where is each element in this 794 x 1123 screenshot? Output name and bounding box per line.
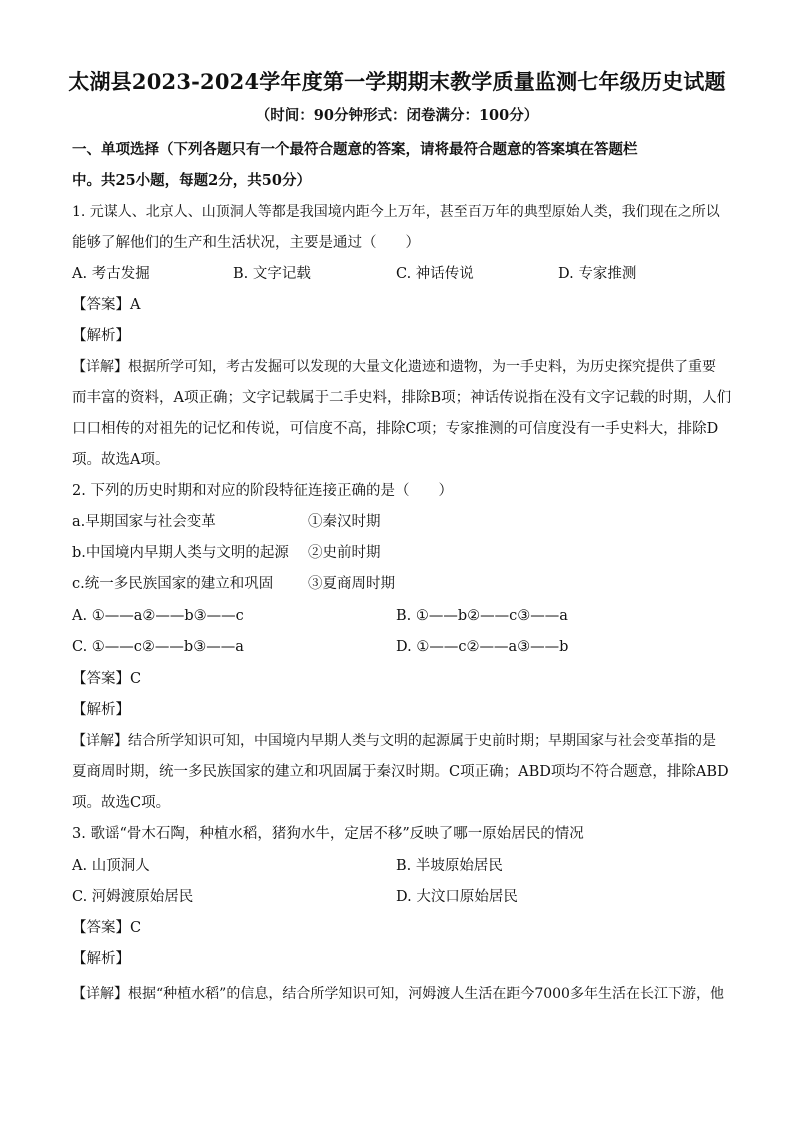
exam-title: 太湖县2023-2024学年度第一学期期末教学质量监测七年级历史试题 <box>68 69 726 94</box>
q2-answer: 【答案】C <box>72 671 142 687</box>
q3-detail-line1: 【详解】根据“种植水稻”的信息，结合所学知识可知，河姆渡人生活在距今7000多年生活在长江下游，他 <box>72 986 724 1002</box>
q1-stem-line2: 能够了解他们的生产和生活状况，主要是通过（ ） <box>72 235 420 251</box>
q2-left-item-a: a.早期国家与社会变革 <box>72 514 216 530</box>
q2-analysis-label: 【解析】 <box>72 702 130 718</box>
q2-right-item-2: ②史前时期 <box>308 545 381 561</box>
q2-left-item-c: c.统一多民族国家的建立和巩固 <box>72 576 274 592</box>
q2-left-item-b: b.中国境内早期人类与文明的起源 <box>72 545 289 561</box>
q3-option-b: B. 半坡原始居民 <box>396 858 503 874</box>
q2-right-item-3: ③夏商周时期 <box>308 576 395 592</box>
section-heading-line2: 中。共25小题，每题2分，共50分） <box>72 172 311 189</box>
q2-detail-line3: 项。故选C项。 <box>72 795 171 811</box>
q1-option-d: D. 专家推测 <box>558 266 637 282</box>
q2-stem: 2. 下列的历史时期和对应的阶段特征连接正确的是（ ） <box>72 483 453 499</box>
q1-detail-line1: 【详解】根据所学可知，考古发掘可以发现的大量文化遗迹和遗物，为一手史料，为历史探究提供了重要 <box>72 359 716 375</box>
exam-subtitle: （时间：90分钟形式：闭卷满分：100分） <box>255 107 539 124</box>
section-heading-line1: 一、单项选择（下列各题只有一个最符合题意的答案，请将最符合题意的答案填在答题栏 <box>72 141 638 158</box>
q2-right-item-1: ①秦汉时期 <box>308 514 381 530</box>
q1-analysis-label: 【解析】 <box>72 328 130 344</box>
q2-option-a: A. ①——a②——b③——c <box>72 608 244 624</box>
q2-detail-line2: 夏商周时期，统一多民族国家的建立和巩固属于秦汉时期。C项正确；ABD项均不符合题意，排除ABD <box>72 764 729 780</box>
q3-option-d: D. 大汶口原始居民 <box>396 889 518 905</box>
q1-option-c: C. 神话传说 <box>396 266 474 282</box>
q1-detail-line2: 而丰富的资料，A项正确；文字记载属于二手史料，排除B项；神话传说指在没有文字记载的时期，人们 <box>72 390 732 406</box>
q1-option-b: B. 文字记载 <box>233 266 311 282</box>
q2-option-c: C. ①——c②——b③——a <box>72 639 244 655</box>
q1-detail-line3: 口口相传的对祖先的记忆和传说，可信度不高，排除C项；专家推测的可信度没有一手史料大，排除D <box>72 421 719 437</box>
q3-answer: 【答案】C <box>72 920 142 936</box>
q3-stem: 3. 歌谣“骨木石陶，种植水稻，猪狗水牛，定居不移”反映了哪一原始居民的情况 <box>72 826 584 842</box>
q2-option-d: D. ①——c②——a③——b <box>396 639 569 655</box>
q3-analysis-label: 【解析】 <box>72 951 130 967</box>
q2-option-b: B. ①——b②——c③——a <box>396 608 568 624</box>
q1-stem-line1: 1. 元谋人、北京人、山顶洞人等都是我国境内距今上万年，甚至百万年的典型原始人类，我们现在之所以 <box>72 204 720 220</box>
q1-option-a: A. 考古发掘 <box>72 266 150 282</box>
q2-detail-line1: 【详解】结合所学知识可知，中国境内早期人类与文明的起源属于史前时期；早期国家与社会变革指的是 <box>72 733 716 749</box>
q3-option-c: C. 河姆渡原始居民 <box>72 889 194 905</box>
q1-detail-line4: 项。故选A项。 <box>72 452 170 468</box>
q3-option-a: A. 山顶洞人 <box>72 858 150 874</box>
q1-answer: 【答案】A <box>72 297 141 313</box>
